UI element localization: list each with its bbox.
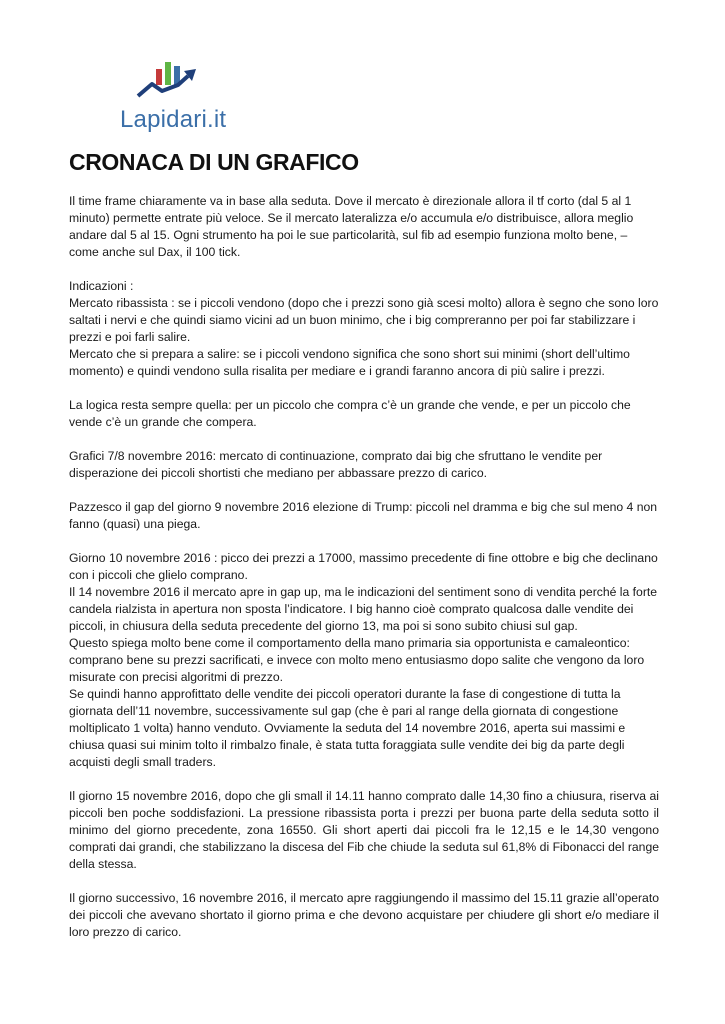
article-body bbox=[69, 193, 659, 958]
paragraph-timeframe: Il time frame chiaramente va in base alla seduta. Dove il mercato è direzionale allora il tf corto (dal 5 al 1 minuto) permette entrate più veloce. Se il mercato lateralizza e/o accumula e/o distribuisce, allora meglio andare dal 5 al 15. Ogni strumento ha poi le sue particolarità, sul fib ad esempio funziona molto bene, – come anche sul Dax, il 100 tick. bbox=[69, 194, 634, 259]
logo-bar-red bbox=[156, 69, 162, 85]
logo-text: Lapidari.it bbox=[120, 106, 227, 133]
paragraph-congestione: Se quindi hanno approfittato delle vendite dei piccoli operatori durante la fase di congestione di tutta la giornata dell’11 novembre, successivamente sul gap (che è pari al range della giornata di congestione moltiplicato 1 volta) hanno venduto. Ovviamente la seduta del 14 novembre 2016, aperta sui massimi e chiusa quasi sui minim tolto il rimbalzo finale, è stata tutta foraggiata sulle vendite dei big da parte degli acquisti degli small traders. bbox=[69, 687, 626, 769]
logo-trend-line bbox=[138, 76, 188, 96]
paragraph-mano-primaria: Questo spiega molto bene come il comportamento della mano primaria sia opportunista e camaleontico: comprano bene su prezzi sacrificati, e invece con molto meno entusiasmo dopo salite che vengono da loro misurate con precisi algoritmi di prezzo. bbox=[69, 636, 645, 684]
logo-bar-green bbox=[165, 62, 171, 85]
paragraph-16-novembre: Il giorno successivo, 16 novembre 2016, il mercato apre raggiungendo il massimo del 15.11 grazie all’operato dei piccoli che avevano shortato il giorno prima e che devono acquistare per chiudere gli short e/o mediare il loro prezzo di carico. bbox=[69, 891, 659, 939]
lapidari-logo[interactable] bbox=[120, 62, 230, 134]
page-title: CRONACA DI UN GRAFICO bbox=[69, 149, 359, 175]
paragraph-grafici-7-8: Grafici 7/8 novembre 2016: mercato di continuazione, comprato dai big che sfruttano le vendite per disperazione dei piccoli shortisti che mediano per abbassare prezzo di carico. bbox=[69, 449, 603, 480]
paragraph-giorno-10: Giorno 10 novembre 2016 : picco dei prezzi a 17000, massimo precedente di fine ottobre e big che declinano con i piccoli che glielo comprano. bbox=[69, 551, 658, 582]
paragraph-14-novembre: Il 14 novembre 2016 il mercato apre in gap up, ma le indicazioni del sentiment sono di vendita perché la forte candela rialzista in apertura non sposta l’indicatore. I big hanno cioè comprato qualcosa dalle vendite dei piccoli, in chiusura della seduta precedente del giorno 13, ma poi si sono subito chiusi sul gap. bbox=[69, 585, 658, 633]
paragraph-mercato-salire: Mercato che si prepara a salire: se i piccoli vendono significa che sono short sui minimi (short dell’ultimo momento) e quindi vendono sulla risalita per mediare e i grandi faranno ancora di più salire i prezzi. bbox=[69, 347, 630, 378]
logo-chart-icon bbox=[136, 62, 198, 102]
paragraph-gap-trump: Pazzesco il gap del giorno 9 novembre 2016 elezione di Trump: piccoli nel dramma e big che sul meno 4 non fanno (quasi) una piega. bbox=[69, 500, 658, 531]
paragraph-logica: La logica resta sempre quella: per un piccolo che compra c’è un grande che vende, e per un piccolo che vende c’è un grande che compera. bbox=[69, 398, 631, 429]
paragraph-mercato-ribassista: Mercato ribassista : se i piccoli vendono (dopo che i prezzi sono già scesi molto) allora è segno che sono loro saltati i nervi e che quindi siamo vicini ad un buon minimo, che i big compreranno per poi far stabilizzare i prezzi e poi farli salire. bbox=[69, 296, 659, 344]
paragraph-15-novembre: Il giorno 15 novembre 2016, dopo che gli small il 14.11 hanno comprato dalle 14,30 fino a chiusura, riserva ai piccoli ben poche soddisfazioni. La pressione ribassista porta i prezzi per buona parte della seduta sotto il minimo del giorno precedente, zona 16550. Gli short aperti dai piccoli fra le 12,15 e le 14,30 vengono comprati dai grandi, che stabilizzano la discesa del Fib che chiude la seduta sul 61,8% di Fibonacci del range della stessa. bbox=[69, 789, 659, 871]
paragraph-indicazioni-heading: Indicazioni : bbox=[69, 279, 134, 293]
